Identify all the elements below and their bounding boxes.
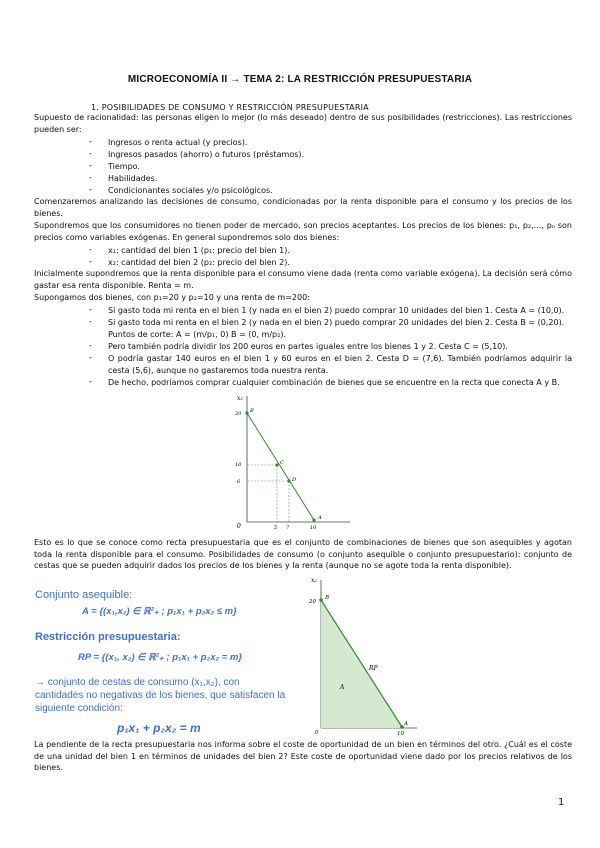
label-a: A xyxy=(404,721,408,727)
paragraph-renta: Inicialmente supondremos que la renta disponible para el consumo viene dada (renta como variable exógena). La decisión será cómo gastar esa renta disponible. Renta = m. xyxy=(34,269,572,290)
origin-label: 0 xyxy=(315,730,319,736)
restriction-item: Ingresos pasados (ahorro) o futuros (préstamos). xyxy=(108,150,305,159)
bullet-dash: - xyxy=(89,173,92,182)
x-tick-10: 10 xyxy=(310,525,317,531)
bullet-dash: - xyxy=(89,137,92,146)
page-number: 1 xyxy=(558,797,565,808)
y-axis-label: x₂ xyxy=(237,395,243,402)
y-tick-10: 10 xyxy=(235,462,242,468)
budget-line-graph xyxy=(225,388,355,533)
restriccion-formula: RP = {(x₁, x₂) ∈ ℝ²₊ ; p₁x₁ + p₂x₂ = m} xyxy=(78,652,243,663)
asequible-title: Conjunto asequible: xyxy=(35,589,133,601)
bullet-dash: - xyxy=(89,185,92,194)
example-item: O podría gastar 140 euros en el bien 1 y 60 euros en el bien 2. Cesta D = (7,6). También podríamos adquirir la cesta (5,6), aunque no gastaremos toda nuestra renta. xyxy=(108,354,572,375)
paragraph-racionalidad: Supuesto de racionalidad: las personas eligen lo mejor (lo más deseado) dentro de sus posibilidades (restricciones). Las restricciones pueden ser: xyxy=(34,113,572,134)
point-a xyxy=(312,518,315,521)
paragraph-ejemplo: Supongamos dos bienes, con p₁=20 y p₂=10 y una renta de m=200: xyxy=(34,293,310,302)
box-description: → conjunto de cestas de consumo (x₁,x₂), con cantidades no negativas de los bienes, que satisfacen la siguiente condición: xyxy=(35,677,286,714)
bullet-dash: - xyxy=(89,161,92,170)
x-tick-7: 7 xyxy=(286,525,290,531)
origin-label: 0 xyxy=(237,523,241,530)
y-tick-20: 20 xyxy=(235,411,242,417)
label-c: C xyxy=(280,460,284,466)
label-d: D xyxy=(292,477,297,483)
restriction-item: Ingresos o renta actual (y precios). xyxy=(108,138,248,147)
example-item: De hecho, podríamos comprar cualquier combinación de bienes que se encuentre en la recta que conecta A y B. xyxy=(108,378,560,387)
example-item: Si gasto toda mi renta en el bien 1 (y nada en el bien 2) puedo comprar 10 unidades del bien 1. Cesta A = (10,0). xyxy=(108,306,565,315)
bullet-dash: - xyxy=(89,341,92,350)
asequible-formula: A = {(x₁,x₂) ∈ ℝ²₊ ; p₁x₁ + p₂x₂ ≤ m} xyxy=(82,606,237,617)
bullet-dash: - xyxy=(89,353,92,362)
label-b: B xyxy=(325,595,330,601)
point-c xyxy=(275,463,278,466)
good-item: x₁: cantidad del bien 1 (p₁: precio del bien 1). xyxy=(108,246,290,255)
point-b xyxy=(245,411,248,414)
restriction-item: Habilidades. xyxy=(108,174,158,183)
point-b xyxy=(319,598,323,602)
set-label: A xyxy=(340,684,345,691)
rp-label: RP xyxy=(369,665,378,672)
bullet-dash: - xyxy=(89,149,92,158)
y-tick-6: 6 xyxy=(237,479,241,485)
budget-equation: p₁x₁ + p₂x₂ = m xyxy=(117,721,201,735)
example-item: Pero también podría dividir los 200 euros en partes iguales entre los bienes 1 y 2. Cesta C = (5,10). xyxy=(108,342,508,351)
paragraph-recta-presupuestaria: Esto es lo que se conoce como recta presupuestaria que es el conjunto de combinaciones de bienes que son asequibles y agotan toda la renta disponible para el consumo. Posibilidades de consumo (o conjunto asequible o conjunto presupuestario): conjunto de cestas que se pueden adquirir dados los precios de los bienes y la renta (aunque no se agote toda la renta disponible). xyxy=(34,538,572,570)
label-b: B xyxy=(250,408,254,414)
restriction-item: Tiempo. xyxy=(108,162,140,171)
paragraph-decisiones: Comenzaremos analizando las decisiones de consumo, condicionadas por la renta disponible para el consumo y los precios de los bienes. xyxy=(34,197,572,218)
budget-line xyxy=(247,413,314,520)
budget-set-graph xyxy=(305,572,420,737)
section-heading: 1. POSIBILIDADES DE CONSUMO Y RESTRICCIÓN PRESUPUESTARIA xyxy=(91,103,369,112)
paragraph-precios: Supondremos que los consumidores no tienen poder de mercado, son precios aceptantes. Los precios de los bienes: p₁, p₂,..., pₙ son precios como variables exógenas. En general supondremos solo dos bienes: xyxy=(34,221,572,242)
bullet-dash: - xyxy=(89,377,92,386)
bullet-dash: - xyxy=(89,305,92,314)
restriccion-title: Restricción presupuestaria: xyxy=(35,631,181,643)
good-item: x₂: cantidad del bien 2 (p₂: precio del bien 2). xyxy=(108,258,290,267)
label-a: A xyxy=(318,515,322,521)
restriction-item: Condicionantes sociales y/o psicológicos. xyxy=(108,186,273,195)
point-d xyxy=(287,479,290,482)
example-item: Si gasto toda mi renta en el bien 2 (y nada en el bien 2) puedo comprar 20 unidades del bien 2. Cesta B = (0,20). xyxy=(108,318,565,327)
document-title: MICROECONOMÍA II → TEMA 2: LA RESTRICCIÓN PRESUPUESTARIA xyxy=(127,74,473,85)
bullet-dash: - xyxy=(89,317,92,326)
y-axis-label: x₂ xyxy=(311,577,317,584)
paragraph-pendiente: La pendiente de la recta presupuestaria nos informa sobre el coste de oportunidad de un bien en términos del otro. ¿Cuál es el coste de una unidad del bien 1 en términos de unidades del bien 2? Este coste de oportunidad viene dado por los precios relativos de los bienes. xyxy=(34,740,572,772)
y-tick-20: 20 xyxy=(309,599,316,605)
example-item: Puntos de corte: A = (m/p₁, 0) B = (0, m/p₂). xyxy=(108,330,286,339)
bullet-dash: - xyxy=(89,257,92,266)
bullet-dash: - xyxy=(89,245,92,254)
x-tick-5: 5 xyxy=(274,525,278,531)
x-tick-10: 10 xyxy=(397,731,404,737)
